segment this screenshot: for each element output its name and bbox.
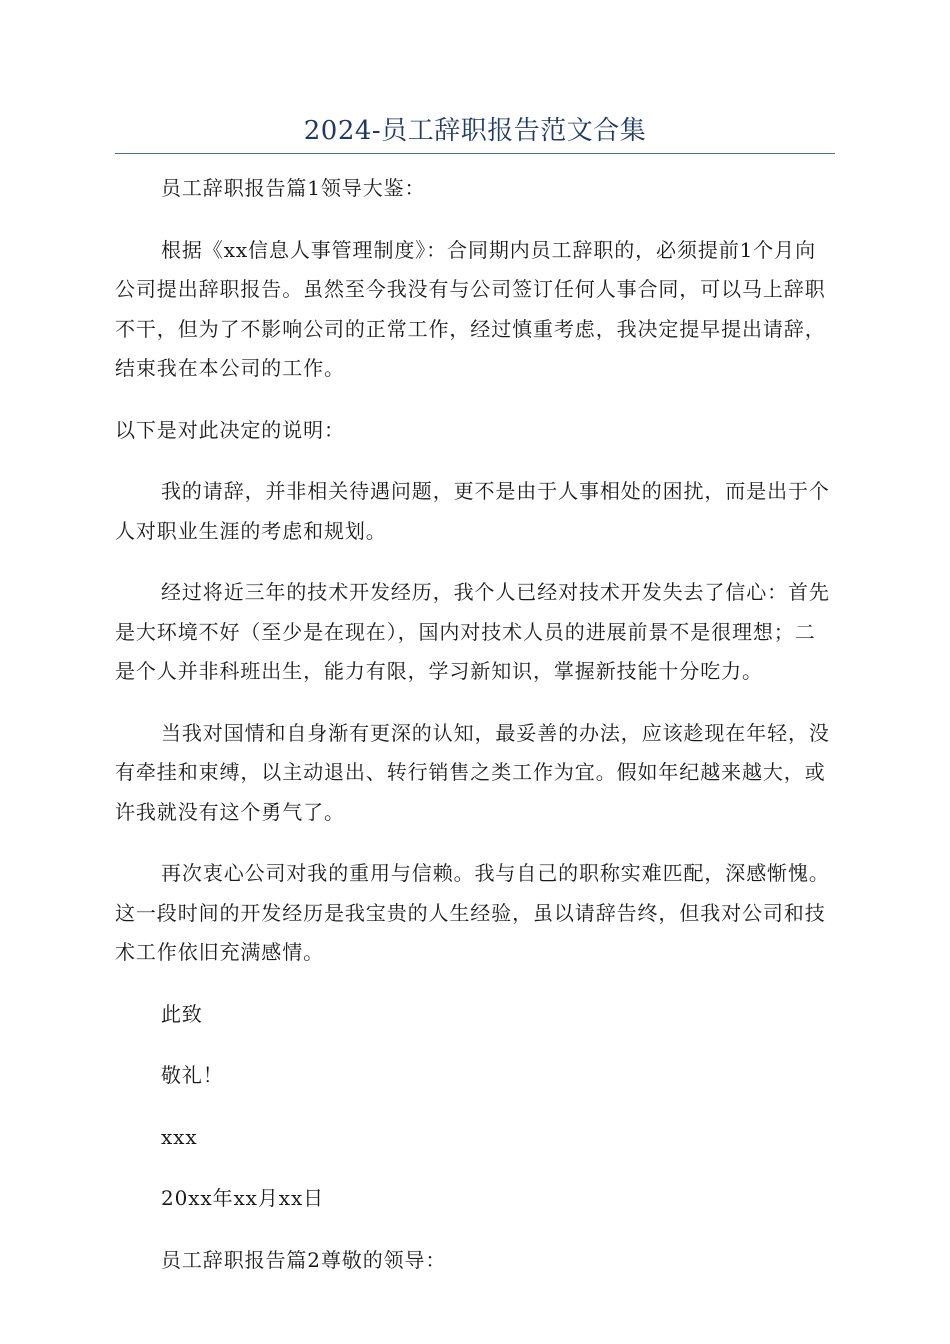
paragraph: 当我对国情和自身渐有更深的认知，最妥善的办法，应该趁现在年轻，没有牵挂和束缚，以主动退出、转行销售之类工作为宜。假如年纪越来越大，或许我就没有这个勇气了。 (115, 720, 830, 824)
section-heading-1: 员工辞职报告篇1领导大鉴： (161, 176, 426, 200)
paragraph: 以下是对此决定的说明： (115, 417, 345, 442)
date: 20xx年xx月xx日 (161, 1186, 325, 1210)
paragraph: 我的请辞，并非相关待遇问题，更不是由于人事相处的困扰，而是出于个人对职业生涯的考虑和规划。 (115, 479, 830, 543)
document-title: 2024-员工辞职报告范文合集 (303, 116, 647, 146)
closing-respect: 敬礼！ (161, 1063, 224, 1087)
paragraph: 根据《xx信息人事管理制度》：合同期内员工辞职的，必须提前1个月向公司提出辞职报告。虽然至今我没有与公司签订任何人事合同，可以马上辞职不干，但为了不影响公司的正常工作，经过慎重考虑，我决定提早提出请辞，结束我在本公司的工作。 (115, 237, 826, 380)
closing-salutation: 此致 (161, 1001, 203, 1026)
section-heading-2: 员工辞职报告篇2尊敬的领导： (161, 1247, 447, 1272)
signature: xxx (161, 1124, 198, 1149)
document-body (115, 150, 831, 1280)
paragraph: 经过将近三年的技术开发经历，我个人已经对技术开发失去了信心：首先是大环境不好（至少是在现在），国内对技术人员的进展前景不是很理想；二是个人并非科班出生，能力有限，学习新知识，掌握新技能十分吃力。 (115, 580, 830, 683)
paragraph: 再次衷心公司对我的重用与信赖。我与自己的职称实难匹配，深感惭愧。这一段时间的开发经历是我宝贵的人生经验，虽以请辞告终，但我对公司和技术工作依旧充满感情。 (115, 861, 830, 964)
